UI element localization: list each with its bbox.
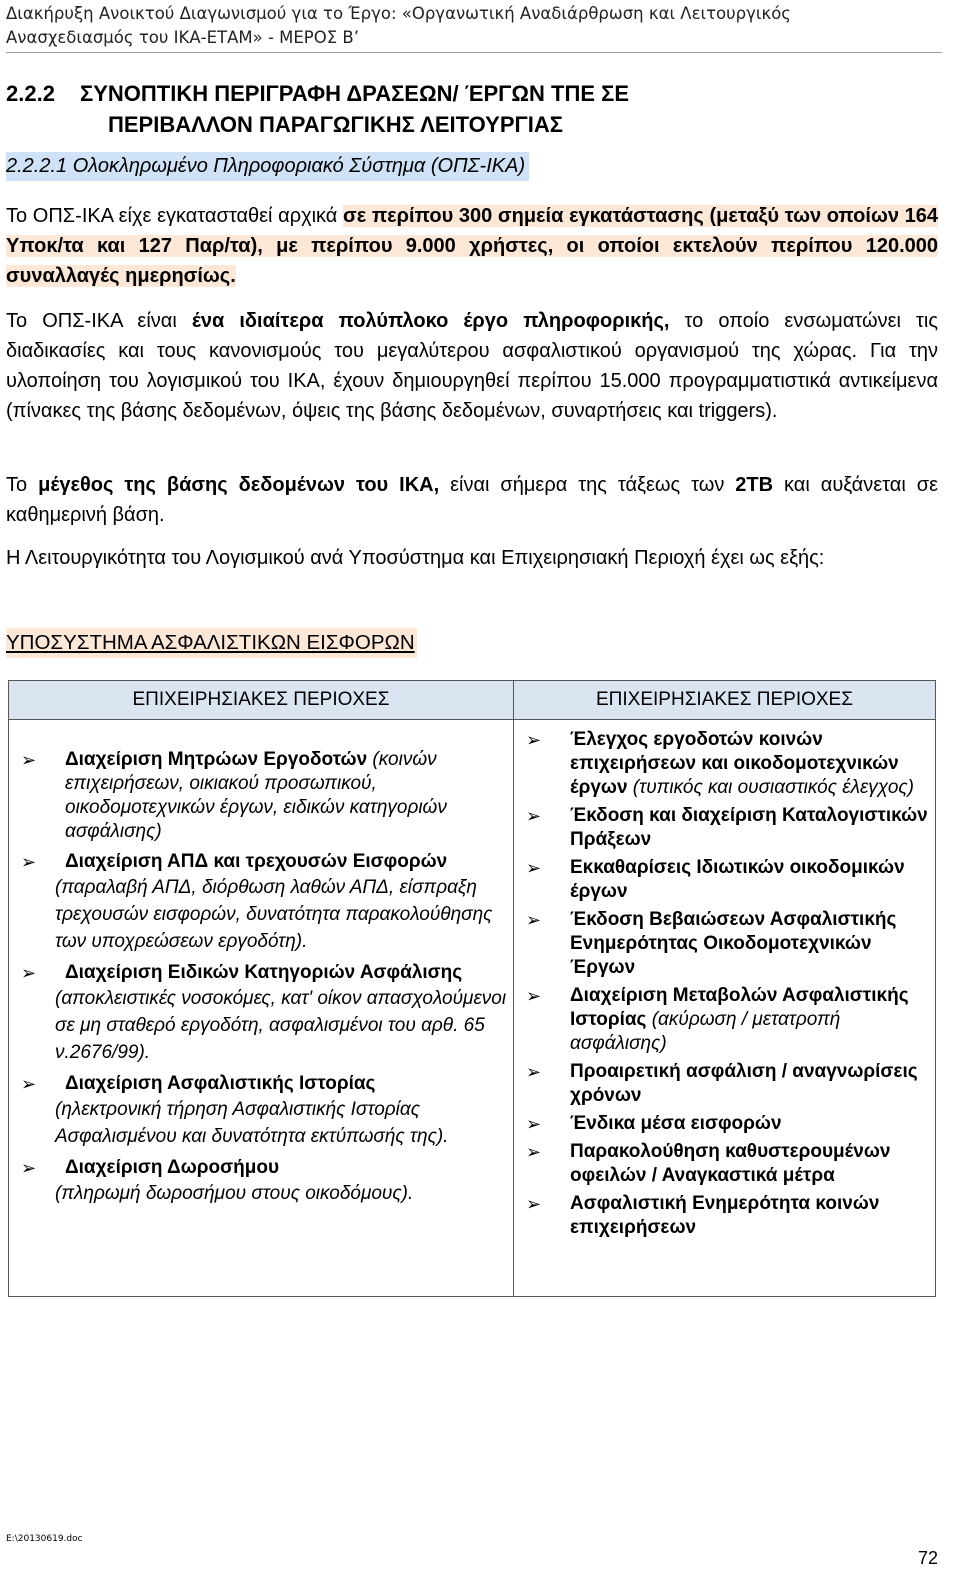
table-header-row xyxy=(9,681,936,720)
list-item xyxy=(9,961,513,1066)
left-bullet-list xyxy=(9,720,513,1207)
section-heading-line-2: ΠΕΡΙΒΑΛΛΟΝ ΠΑΡΑΓΩΓΙΚΗΣ ΛΕΙΤΟΥΡΓΙΑΣ xyxy=(108,112,563,137)
header-divider xyxy=(6,52,942,53)
list-item xyxy=(9,748,513,844)
item-title-line xyxy=(9,748,513,844)
item-inline-note: (ακύρωση / μετατροπή ασφάλισης) xyxy=(570,1009,841,1054)
highlighted-text: σε περίπου 300 σημεία εγκατάστασης (μεταξύ των οποίων 164 Υποκ/τα και 127 Παρ/τα), με περίπου 9.000 χρήστες, οι οποίοι εκτελούν περίπου 120.000 συναλλαγές ημερησίως. xyxy=(6,205,938,287)
list-item xyxy=(514,1112,935,1136)
arrow-bullet-icon: ➢ xyxy=(526,806,542,826)
item-title: Διαχείριση ΑΠΔ και τρεχουσών Εισφορών xyxy=(65,851,448,872)
list-item xyxy=(514,1060,935,1108)
table-header-right: ΕΠΙΧΕΙΡΗΣΙΑΚΕΣ ΠΕΡΙΟΧΕΣ xyxy=(514,681,936,720)
item-inline-note: (κοινών επιχειρήσεων, οικιακού προσωπικού, οικοδομοτεχνικών έργων, ειδικών κατηγοριών ασφάλισης) xyxy=(65,749,447,842)
arrow-bullet-icon: ➢ xyxy=(21,1074,37,1094)
section-heading-line-1: ΣΥΝΟΠΤΙΚΗ ΠΕΡΙΓΡΑΦΗ ΔΡΑΣΕΩΝ/ ΈΡΓΩΝ ΤΠΕ ΣΕ xyxy=(80,81,630,106)
item-title-line xyxy=(9,1156,513,1180)
list-item xyxy=(514,856,935,904)
arrow-bullet-icon: ➢ xyxy=(526,1062,542,1082)
list-item xyxy=(514,1192,935,1240)
file-path: E:\20130619.doc xyxy=(6,1534,83,1544)
item-title: Παρακολούθηση καθυστερουμένων οφειλών / Αναγκαστικά μέτρα xyxy=(570,1141,891,1186)
list-item xyxy=(514,984,935,1056)
right-bullet-list xyxy=(514,720,935,1240)
right-column-cell xyxy=(514,720,936,1297)
paragraph-text: Το xyxy=(6,474,39,496)
arrow-bullet-icon: ➢ xyxy=(526,858,542,878)
item-inline-note: (τυπικός και ουσιαστικός έλεγχος) xyxy=(627,777,914,798)
header-line-2: Ανασχεδιασμός του ΙΚΑ-ΕΤΑΜ» - ΜΕΡΟΣ Β’ xyxy=(6,28,359,47)
item-title-line xyxy=(514,1192,935,1240)
item-title-line xyxy=(9,1072,513,1096)
section-heading xyxy=(6,78,936,140)
arrow-bullet-icon: ➢ xyxy=(526,1142,542,1162)
document-header xyxy=(6,2,936,50)
item-title: Διαχείριση Δωροσήμου xyxy=(65,1157,280,1178)
item-description: (αποκλειστικές νοσοκόμες, κατ' οίκον απασχολούμενοι σε μη σταθερό εργοδότη, ασφαλισμένοι του αρθ. 65 ν.2676/99). xyxy=(55,988,507,1063)
paragraph-text: είναι σήμερα της τάξεως των xyxy=(439,474,736,496)
item-title-line xyxy=(514,1060,935,1108)
item-title-line xyxy=(514,804,935,852)
bold-text: μέγεθος της βάσης δεδομένων του ΙΚΑ, xyxy=(38,474,440,496)
section-number: 2.2.2 xyxy=(6,81,55,106)
arrow-bullet-icon: ➢ xyxy=(21,963,37,983)
paragraph-functionality: Η Λειτουργικότητα του Λογισμικού ανά Υποσύστημα και Επιχειρησιακή Περιοχή έχει ως εξής: xyxy=(6,547,825,569)
bold-text: 2ΤΒ xyxy=(735,474,774,496)
item-title: Ένδικα μέσα εισφορών xyxy=(570,1113,782,1134)
item-description: (ηλεκτρονική τήρηση Ασφαλιστικής Ιστορίας Ασφαλισμένου και δυνατότητα εκτύπωσής της). xyxy=(55,1099,449,1147)
item-title-line xyxy=(514,908,935,980)
paragraph-text: και αυξάνεται σε καθημερινή βάση. xyxy=(6,474,939,526)
paragraph-database-size xyxy=(6,470,938,530)
list-item xyxy=(514,1140,935,1188)
arrow-bullet-icon: ➢ xyxy=(526,910,542,930)
item-title: Προαιρετική ασφάλιση / αναγνωρίσεις χρόνων xyxy=(570,1061,918,1106)
item-title: Διαχείριση Μεταβολών Ασφαλιστικής Ιστορίας xyxy=(570,985,909,1030)
paragraph-complexity xyxy=(6,306,938,426)
item-title: Ασφαλιστική Ενημερότητα κοινών επιχειρήσεων xyxy=(570,1193,880,1238)
item-title-line xyxy=(514,1140,935,1188)
paragraph-text: Το ΟΠΣ-ΙΚΑ είναι xyxy=(6,310,192,332)
item-title: Διαχείριση Μητρώων Εργοδοτών xyxy=(65,749,368,770)
arrow-bullet-icon: ➢ xyxy=(526,1114,542,1134)
item-title-line xyxy=(9,850,513,874)
arrow-bullet-icon: ➢ xyxy=(21,750,37,770)
list-item xyxy=(9,1072,513,1150)
list-item xyxy=(514,728,935,800)
subsection-number: 2.2.2.1 xyxy=(6,155,68,177)
item-title-line xyxy=(514,856,935,904)
paragraph-text: το οποίο ενσωματώνει τις διαδικασίες και τους κανονισμούς του μεγαλύτερου ασφαλιστικού οργανισμού της χώρας. Για την υλοποίηση του λογισμικού του ΙΚΑ, έχουν δημιουργηθεί περίπου 15.000 προγραμματιστικά αντικείμενα (πίνακες της βάσης δεδομένων, όψεις της βάσης δεδομένων, συναρτήσεις και triggers). xyxy=(6,310,939,422)
item-title: Έκδοση και διαχείριση Καταλογιστικών Πράξεων xyxy=(570,805,928,850)
arrow-bullet-icon: ➢ xyxy=(21,852,37,872)
item-title: Έκδοση Βεβαιώσεων Ασφαλιστικής Ενημερότητας Οικοδομοτεχνικών Έργων xyxy=(570,909,897,978)
item-title: Διαχείριση Ειδικών Κατηγοριών Ασφάλισης xyxy=(65,962,463,983)
subsection-heading xyxy=(6,152,529,181)
item-description: (πληρωμή δωροσήμου στους οικοδόμους). xyxy=(55,1183,414,1204)
table-header-left: ΕΠΙΧΕΙΡΗΣΙΑΚΕΣ ΠΕΡΙΟΧΕΣ xyxy=(9,681,514,720)
page-number: 72 xyxy=(917,1548,938,1568)
item-title-line xyxy=(9,961,513,985)
header-line-1: Διακήρυξη Ανοικτού Διαγωνισμού για το Έργο: «Οργανωτική Αναδιάρθρωση και Λειτουργικός xyxy=(6,4,791,23)
bold-text: ένα ιδιαίτερα πολύπλοκο έργο πληροφορικής, xyxy=(191,310,670,332)
item-title-line xyxy=(514,1112,935,1136)
left-column-cell xyxy=(9,720,514,1297)
subsystem-title: ΥΠΟΣΥΣΤΗΜΑ ΑΣΦΑΛΙΣΤΙΚΩΝ ΕΙΣΦΟΡΩΝ xyxy=(6,628,417,658)
item-title-line xyxy=(514,728,935,800)
list-item xyxy=(9,850,513,955)
item-title: Διαχείριση Ασφαλιστικής Ιστορίας xyxy=(65,1073,376,1094)
paragraph-text: Το ΟΠΣ-ΙΚΑ είχε εγκατασταθεί αρχικά xyxy=(6,205,344,227)
arrow-bullet-icon: ➢ xyxy=(526,1194,542,1214)
item-title: Έλεγχος εργοδοτών κοινών επιχειρήσεων και οικοδομοτεχνικών έργων xyxy=(570,729,899,798)
business-areas-table xyxy=(8,680,936,1297)
list-item xyxy=(514,908,935,980)
arrow-bullet-icon: ➢ xyxy=(21,1158,37,1178)
list-item xyxy=(9,1156,513,1207)
item-description: (παραλαβή ΑΠΔ, διόρθωση λαθών ΑΠΔ, είσπραξη τρεχουσών εισφορών, δυνατότητα παρακολούθησης των υποχρεώσεων εργοδότη). xyxy=(55,877,493,952)
arrow-bullet-icon: ➢ xyxy=(526,986,542,1006)
list-item xyxy=(514,804,935,852)
item-title: Εκκαθαρίσεις Ιδιωτικών οικοδομικών έργων xyxy=(570,857,905,902)
item-title-line xyxy=(514,984,935,1056)
paragraph-installation xyxy=(6,201,938,291)
table-row xyxy=(9,720,936,1297)
subsection-title: Ολοκληρωμένο Πληροφοριακό Σύστημα (ΟΠΣ-ΙΚΑ) xyxy=(72,155,526,177)
arrow-bullet-icon: ➢ xyxy=(526,730,542,750)
